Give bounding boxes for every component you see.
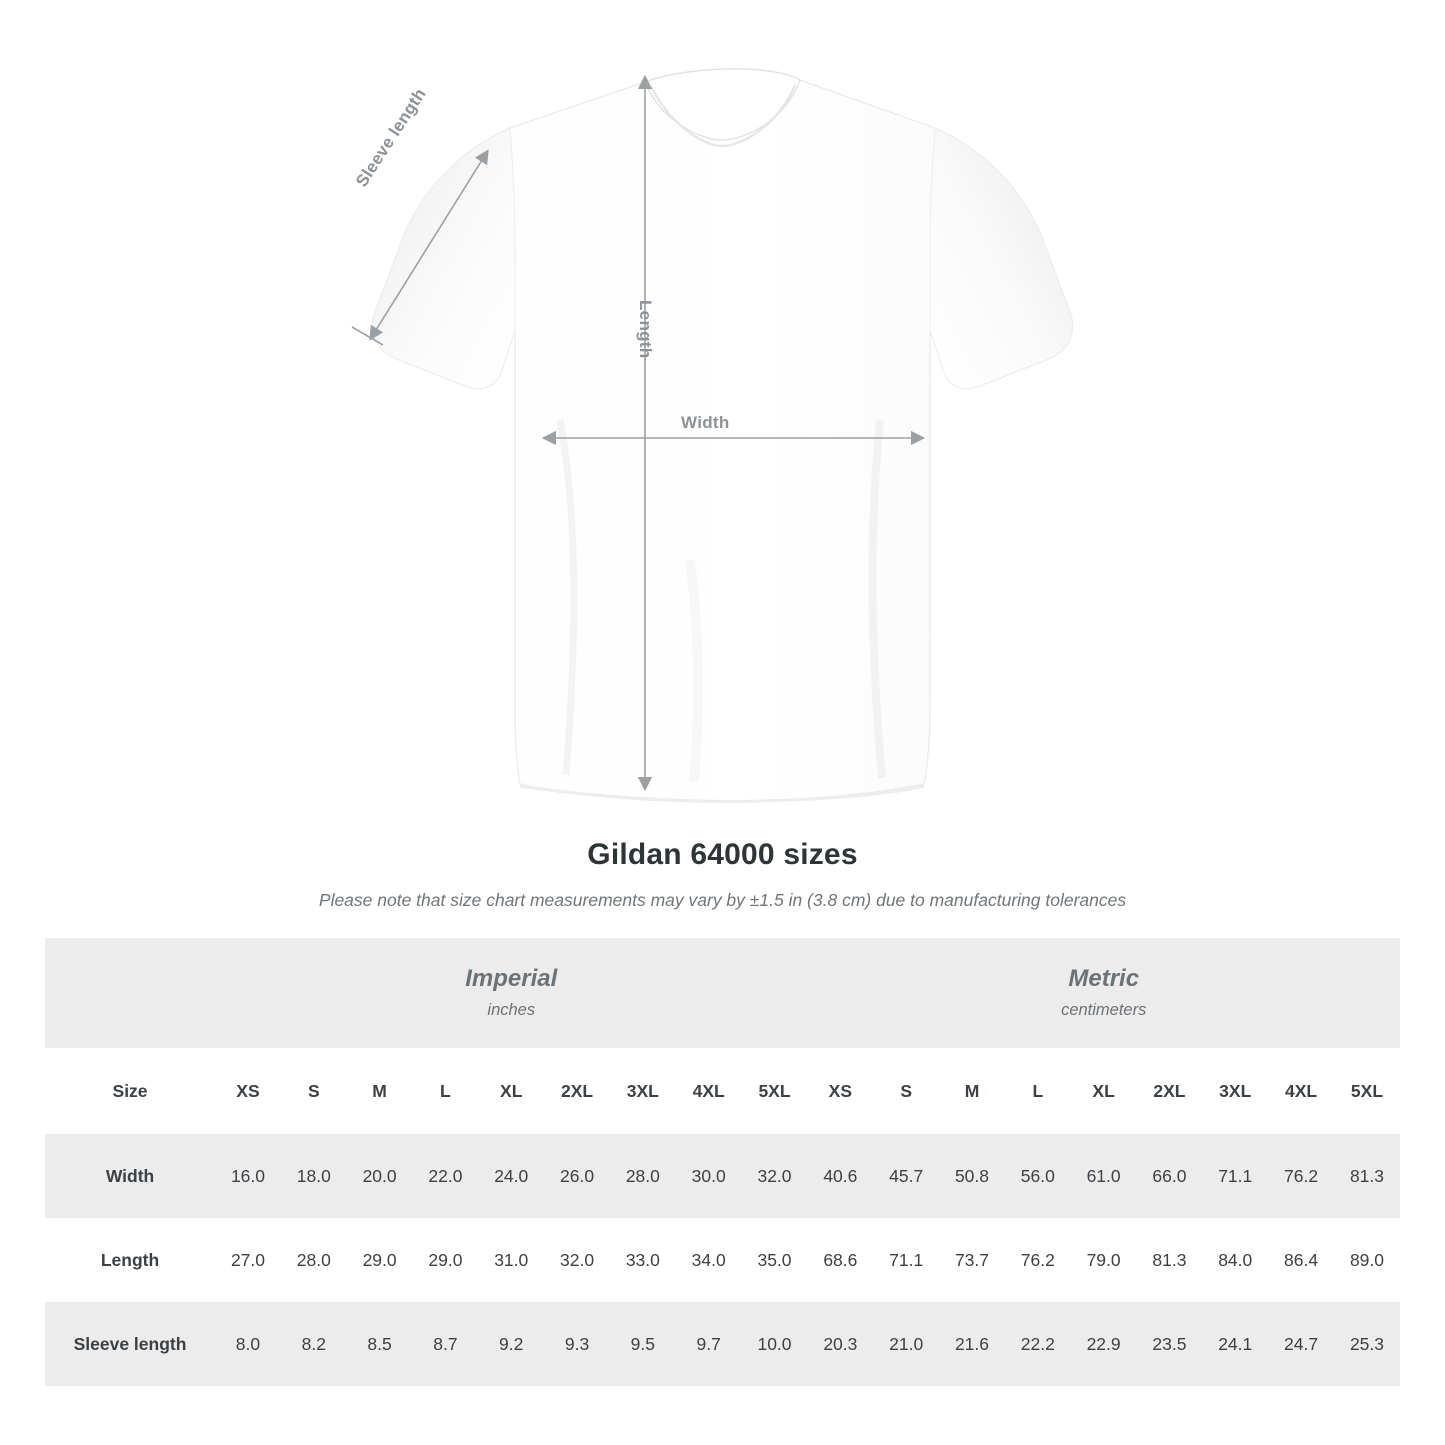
sleeve-xl-imp: 9.2 bbox=[478, 1302, 544, 1386]
length-xs-imp: 27.0 bbox=[215, 1218, 281, 1302]
metric-sub: centimeters bbox=[1061, 1001, 1147, 1020]
length-s-met: 71.1 bbox=[873, 1218, 939, 1302]
size-col-xs-imp: XS bbox=[215, 1048, 281, 1134]
metric-name: Metric bbox=[1068, 964, 1140, 992]
width-s-imp: 18.0 bbox=[281, 1134, 347, 1218]
sleeve-l-met: 22.2 bbox=[1005, 1302, 1071, 1386]
width-xs-met: 40.6 bbox=[807, 1134, 873, 1218]
size-col-m-met: M bbox=[939, 1048, 1005, 1134]
left-sleeve bbox=[372, 128, 515, 389]
row-label-size: Size bbox=[45, 1048, 215, 1134]
width-m-imp: 20.0 bbox=[347, 1134, 413, 1218]
width-4xl-met: 76.2 bbox=[1268, 1134, 1334, 1218]
size-table bbox=[45, 938, 1400, 1386]
sleeve-l-imp: 8.7 bbox=[413, 1302, 479, 1386]
size-col-xs-met: XS bbox=[807, 1048, 873, 1134]
length-m-met: 73.7 bbox=[939, 1218, 1005, 1302]
sleeve-xs-imp: 8.0 bbox=[215, 1302, 281, 1386]
sleeve-5xl-met: 25.3 bbox=[1334, 1302, 1400, 1386]
table-row-width bbox=[45, 1134, 1400, 1218]
sleeve-xl-met: 22.9 bbox=[1071, 1302, 1137, 1386]
length-m-imp: 29.0 bbox=[347, 1218, 413, 1302]
length-label: Length bbox=[636, 300, 655, 359]
length-xs-met: 68.6 bbox=[807, 1218, 873, 1302]
row-label-sleeve-length: Sleeve length bbox=[45, 1302, 215, 1386]
size-col-5xl-met: 5XL bbox=[1334, 1048, 1400, 1134]
length-5xl-imp: 35.0 bbox=[742, 1218, 808, 1302]
size-col-2xl-imp: 2XL bbox=[544, 1048, 610, 1134]
width-xl-imp: 24.0 bbox=[478, 1134, 544, 1218]
width-3xl-met: 71.1 bbox=[1202, 1134, 1268, 1218]
sleeve-4xl-met: 24.7 bbox=[1268, 1302, 1334, 1386]
width-3xl-imp: 28.0 bbox=[610, 1134, 676, 1218]
sleeve-s-imp: 8.2 bbox=[281, 1302, 347, 1386]
length-l-imp: 29.0 bbox=[413, 1218, 479, 1302]
width-5xl-met: 81.3 bbox=[1334, 1134, 1400, 1218]
unit-header-spacer bbox=[45, 938, 215, 1048]
row-label-width: Width bbox=[45, 1134, 215, 1218]
unit-group-imperial bbox=[215, 938, 807, 1048]
size-col-3xl-imp: 3XL bbox=[610, 1048, 676, 1134]
sleeve-m-met: 21.6 bbox=[939, 1302, 1005, 1386]
row-label-length: Length bbox=[45, 1218, 215, 1302]
size-table-wrap bbox=[45, 938, 1400, 1386]
size-col-m-imp: M bbox=[347, 1048, 413, 1134]
length-3xl-imp: 33.0 bbox=[610, 1218, 676, 1302]
width-label: Width bbox=[681, 413, 730, 432]
size-col-l-imp: L bbox=[413, 1048, 479, 1134]
sleeve-3xl-imp: 9.5 bbox=[610, 1302, 676, 1386]
width-l-met: 56.0 bbox=[1005, 1134, 1071, 1218]
width-l-imp: 22.0 bbox=[413, 1134, 479, 1218]
sleeve-s-met: 21.0 bbox=[873, 1302, 939, 1386]
size-col-l-met: L bbox=[1005, 1048, 1071, 1134]
tolerance-note: Please note that size chart measurements may vary by ±1.5 in (3.8 cm) due to manufacturing tolerances bbox=[318, 890, 1127, 910]
size-col-4xl-imp: 4XL bbox=[676, 1048, 742, 1134]
size-col-2xl-met: 2XL bbox=[1137, 1048, 1203, 1134]
table-row-length bbox=[45, 1218, 1400, 1302]
length-l-met: 76.2 bbox=[1005, 1218, 1071, 1302]
sleeve-4xl-imp: 9.7 bbox=[676, 1302, 742, 1386]
length-3xl-met: 84.0 bbox=[1202, 1218, 1268, 1302]
sleeve-m-imp: 8.5 bbox=[347, 1302, 413, 1386]
length-xl-met: 79.0 bbox=[1071, 1218, 1137, 1302]
size-col-s-imp: S bbox=[281, 1048, 347, 1134]
sleeve-3xl-met: 24.1 bbox=[1202, 1302, 1268, 1386]
sleeve-2xl-imp: 9.3 bbox=[544, 1302, 610, 1386]
unit-group-metric bbox=[807, 938, 1400, 1048]
length-5xl-met: 89.0 bbox=[1334, 1218, 1400, 1302]
sleeve-length-label: Sleeve length bbox=[352, 84, 430, 191]
width-xs-imp: 16.0 bbox=[215, 1134, 281, 1218]
length-4xl-imp: 34.0 bbox=[676, 1218, 742, 1302]
sleeve-2xl-met: 23.5 bbox=[1137, 1302, 1203, 1386]
size-col-5xl-imp: 5XL bbox=[742, 1048, 808, 1134]
width-2xl-imp: 26.0 bbox=[544, 1134, 610, 1218]
title-block bbox=[0, 838, 1445, 911]
size-col-4xl-met: 4XL bbox=[1268, 1048, 1334, 1134]
width-4xl-imp: 30.0 bbox=[676, 1134, 742, 1218]
size-col-xl-imp: XL bbox=[478, 1048, 544, 1134]
size-col-3xl-met: 3XL bbox=[1202, 1048, 1268, 1134]
length-4xl-met: 86.4 bbox=[1268, 1218, 1334, 1302]
table-row-sleeve-length bbox=[45, 1302, 1400, 1386]
size-col-xl-met: XL bbox=[1071, 1048, 1137, 1134]
length-s-imp: 28.0 bbox=[281, 1218, 347, 1302]
length-xl-imp: 31.0 bbox=[478, 1218, 544, 1302]
length-2xl-imp: 32.0 bbox=[544, 1218, 610, 1302]
imperial-name: Imperial bbox=[465, 964, 558, 992]
width-2xl-met: 66.0 bbox=[1137, 1134, 1203, 1218]
sleeve-xs-met: 20.3 bbox=[807, 1302, 873, 1386]
page-title: Gildan 64000 sizes bbox=[587, 838, 858, 871]
size-col-s-met: S bbox=[873, 1048, 939, 1134]
width-s-met: 45.7 bbox=[873, 1134, 939, 1218]
sleeve-5xl-imp: 10.0 bbox=[742, 1302, 808, 1386]
width-m-met: 50.8 bbox=[939, 1134, 1005, 1218]
length-2xl-met: 81.3 bbox=[1137, 1218, 1203, 1302]
table-row-size-header bbox=[45, 1048, 1400, 1134]
width-5xl-imp: 32.0 bbox=[742, 1134, 808, 1218]
imperial-sub: inches bbox=[487, 1001, 536, 1020]
unit-header-row bbox=[45, 938, 1400, 1048]
right-sleeve bbox=[930, 128, 1073, 389]
width-xl-met: 61.0 bbox=[1071, 1134, 1137, 1218]
